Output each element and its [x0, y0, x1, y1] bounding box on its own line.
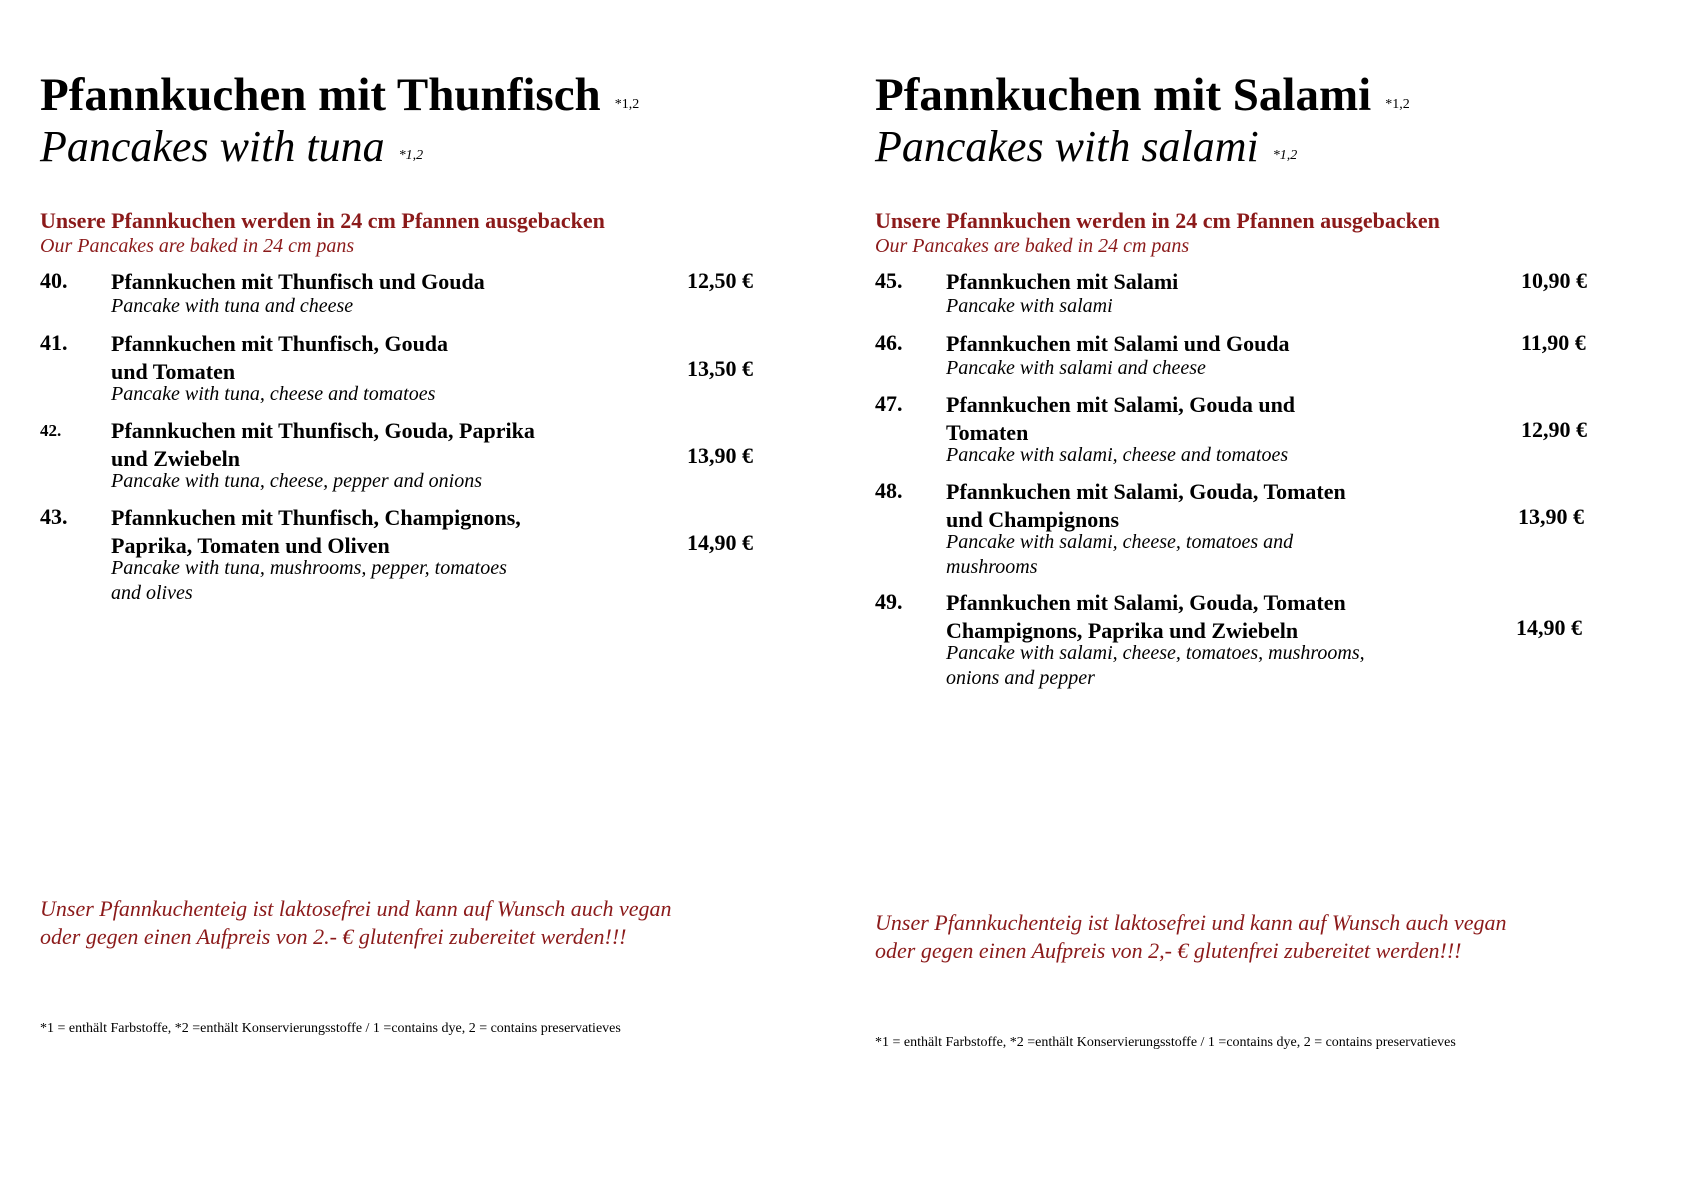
item-description — [111, 382, 611, 407]
item-name-line: und Tomaten — [111, 359, 236, 384]
item-name — [111, 504, 631, 560]
item-price: 14,90 € — [1516, 615, 1582, 640]
item-description — [111, 469, 611, 494]
dough-info-note — [875, 909, 1635, 965]
additives-legend: *1 = enthält Farbstoffe, *2 =enthält Konservierungsstoffe / 1 =contains dye, 2 = contains preservatieves — [40, 1021, 621, 1036]
item-name-line: Pfannkuchen mit Salami, Gouda und — [946, 392, 1296, 417]
item-name-line: Pfannkuchen mit Thunfisch, Gouda, Paprika — [111, 418, 535, 443]
item-number: 45. — [875, 268, 903, 293]
item-price: 13,90 € — [687, 443, 753, 468]
dough-info-line: Unser Pfannkuchenteig ist laktosefrei und kann auf Wunsch auch vegan — [40, 896, 672, 921]
additive-marker: *1,2 — [1272, 148, 1298, 163]
item-description-line: and olives — [111, 582, 193, 604]
subtitle-text: Pancakes with tuna — [40, 122, 385, 171]
item-description-line: Pancake with salami, cheese, tomatoes and — [946, 531, 1294, 553]
item-number: 43. — [40, 504, 68, 529]
item-name-line: Pfannkuchen mit Salami, Gouda, Tomaten — [946, 479, 1346, 504]
item-number: 48. — [875, 478, 903, 503]
item-name — [946, 478, 1466, 534]
page-title — [875, 69, 1410, 121]
dough-info-note — [40, 895, 800, 951]
item-price: 12,50 € — [687, 268, 753, 293]
item-name-line: und Zwiebeln — [111, 446, 240, 471]
pan-size-note-de: Unsere Pfannkuchen werden in 24 cm Pfannen ausgebacken — [875, 208, 1440, 233]
subtitle-text: Pancakes with salami — [875, 122, 1259, 171]
item-name-line: und Champignons — [946, 507, 1120, 532]
item-name — [946, 589, 1466, 645]
item-description — [111, 294, 611, 319]
item-number: 47. — [875, 391, 903, 416]
item-description-line: Pancake with salami and cheese — [946, 357, 1206, 379]
item-description — [111, 556, 611, 606]
item-number: 49. — [875, 589, 903, 614]
item-name-line: Paprika, Tomaten und Oliven — [111, 533, 390, 558]
item-number: 42. — [40, 421, 62, 440]
dough-info-line: oder gegen einen Aufpreis von 2,- € glutenfrei zubereitet werden!!! — [875, 938, 1462, 963]
item-name-line: Pfannkuchen mit Salami, Gouda, Tomaten — [946, 590, 1346, 615]
item-price: 13,90 € — [1518, 504, 1584, 529]
item-name-line: Champignons, Paprika und Zwiebeln — [946, 618, 1299, 643]
item-name-line: Tomaten — [946, 420, 1029, 445]
additive-marker: *1,2 — [398, 148, 424, 163]
item-description — [946, 641, 1446, 691]
item-name-line: Pfannkuchen mit Thunfisch, Champignons, — [111, 505, 521, 530]
item-name — [946, 391, 1466, 447]
additive-marker: *1,2 — [1385, 97, 1410, 112]
item-description — [946, 530, 1446, 580]
item-description — [946, 356, 1446, 381]
additive-marker: *1,2 — [614, 97, 640, 112]
item-name — [946, 268, 1466, 296]
menu-page-tuna — [40, 0, 800, 1190]
item-description-line: onions and pepper — [946, 667, 1095, 689]
item-number: 46. — [875, 330, 903, 355]
item-description-line: Pancake with tuna, cheese and tomatoes — [111, 383, 436, 405]
item-name — [111, 417, 631, 473]
item-name — [946, 330, 1466, 358]
item-name-line: Pfannkuchen mit Thunfisch und Gouda — [111, 269, 485, 294]
item-name-line: Pfannkuchen mit Salami — [946, 269, 1179, 294]
item-description-line: Pancake with tuna, cheese, pepper and onions — [111, 470, 483, 492]
dough-info-line: oder gegen einen Aufpreis von 2.- € glutenfrei zubereitet werden!!! — [40, 924, 627, 949]
dough-info-line: Unser Pfannkuchenteig ist laktosefrei und kann auf Wunsch auch vegan — [875, 910, 1507, 935]
item-description-line: Pancake with salami — [946, 295, 1113, 317]
item-description-line: Pancake with tuna and cheese — [111, 295, 354, 317]
item-name — [111, 330, 631, 386]
item-description-line: mushrooms — [946, 556, 1038, 578]
page-subtitle — [875, 122, 1298, 171]
pan-size-note-en: Our Pancakes are baked in 24 cm pans — [40, 235, 355, 257]
item-name-line: Pfannkuchen mit Salami und Gouda — [946, 331, 1290, 356]
item-description-line: Pancake with salami, cheese, tomatoes, mushrooms, — [946, 642, 1365, 664]
pan-size-note-en: Our Pancakes are baked in 24 cm pans — [875, 235, 1190, 257]
item-number: 40. — [40, 268, 68, 293]
item-price: 12,90 € — [1521, 417, 1587, 442]
item-price: 14,90 € — [687, 530, 753, 555]
pan-size-note-de: Unsere Pfannkuchen werden in 24 cm Pfannen ausgebacken — [40, 208, 605, 233]
title-text: Pfannkuchen mit Thunfisch — [40, 69, 601, 121]
item-description — [946, 294, 1446, 319]
item-name-line: Pfannkuchen mit Thunfisch, Gouda — [111, 331, 449, 356]
item-price: 13,50 € — [687, 356, 753, 381]
item-description-line: Pancake with tuna, mushrooms, pepper, tomatoes — [111, 557, 507, 579]
item-price: 11,90 € — [1521, 330, 1586, 355]
additives-legend: *1 = enthält Farbstoffe, *2 =enthält Konservierungsstoffe / 1 =contains dye, 2 = contains preservatieves — [875, 1035, 1456, 1050]
page-title — [40, 69, 640, 121]
menu-page-salami — [875, 0, 1635, 1190]
item-description-line: Pancake with salami, cheese and tomatoes — [946, 444, 1289, 466]
item-name — [111, 268, 631, 296]
item-number: 41. — [40, 330, 68, 355]
item-description — [946, 443, 1446, 468]
item-price: 10,90 € — [1521, 268, 1587, 293]
title-text: Pfannkuchen mit Salami — [875, 69, 1372, 121]
page-subtitle — [40, 122, 424, 171]
